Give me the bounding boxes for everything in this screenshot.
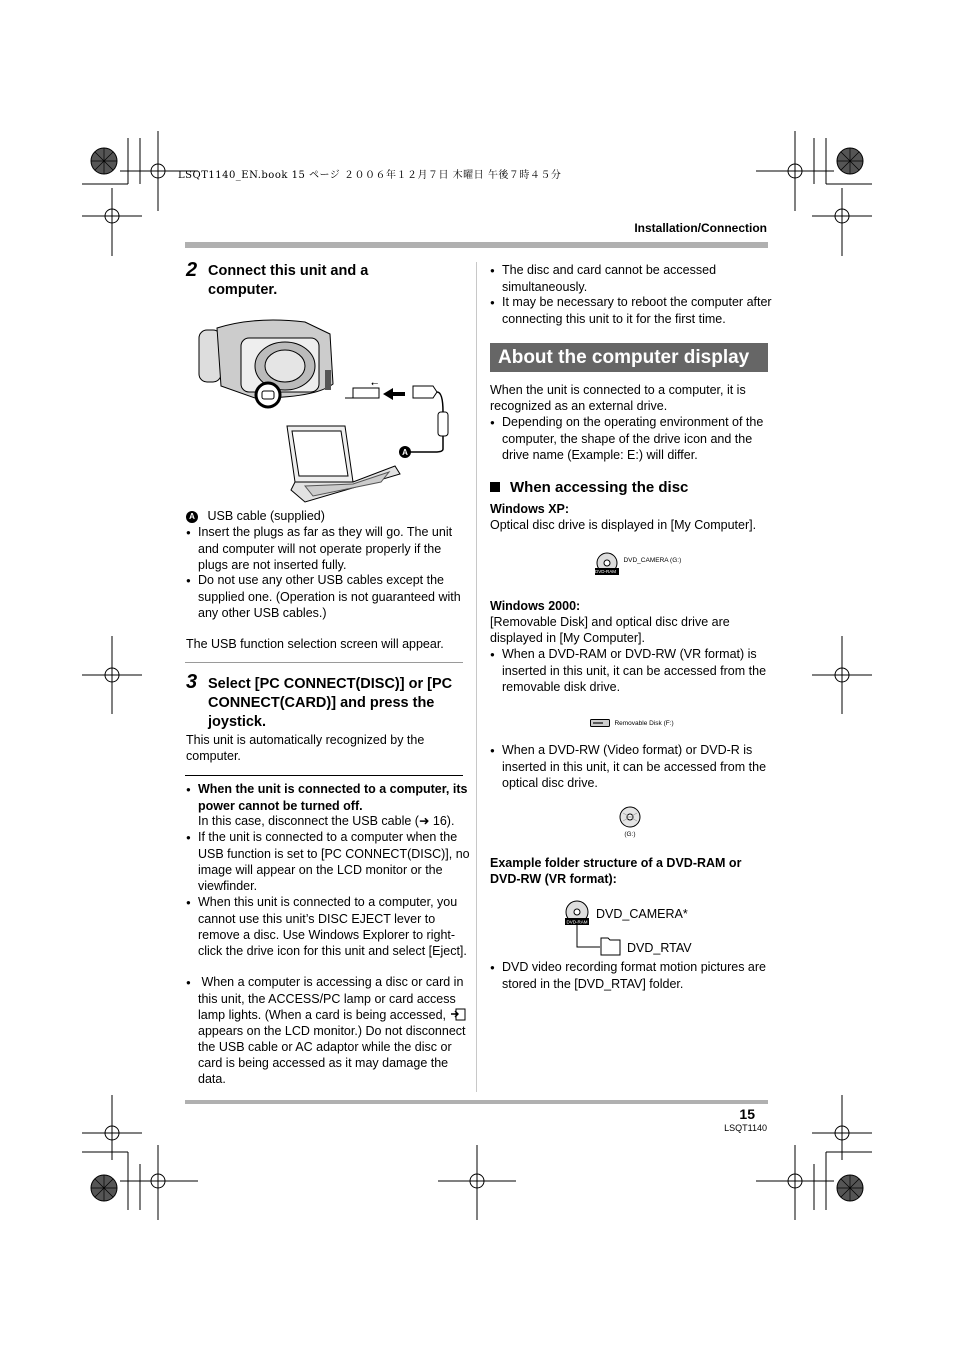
windows-xp-text: Optical disc drive is displayed in [My Computer]. (490, 518, 757, 532)
dvd-ram-badge: DVD-RAM (595, 569, 616, 574)
folder-root-badge: DVD-RAM (566, 919, 588, 925)
step-2-title: Connect this unit and a computer. (208, 263, 369, 298)
step-3-title: Select [PC CONNECT(DISC)] or [PC CONNECT(CARD)] and press the joystick. (208, 676, 453, 730)
removable-disk-icon (590, 718, 610, 728)
note-pc-connect-disc: ● If the unit is connected to a computer when the USB function is set to [PC CONNECT(DISC)], no image will appear on the LCD monitor or the viewfinder. (186, 829, 474, 894)
step-3-description: This unit is automatically recognized by the computer. (186, 733, 425, 763)
step-2-number: 2 (186, 259, 198, 281)
windows-xp-label: Windows XP: (490, 502, 570, 516)
cd-drive-icon (619, 806, 641, 828)
section-title: Installation/Connection (634, 221, 767, 235)
card-access-icon (450, 1008, 466, 1021)
note-power-off: ● When the unit is connected to a computer, its power cannot be turned off. (186, 781, 474, 814)
connection-illustration (195, 314, 465, 509)
disc-heading (490, 479, 688, 496)
disc-heading-text: When accessing the disc (510, 479, 689, 496)
note-access-lamp-text: When a computer is accessing a disc or card in this unit, the ACCESS/PC lamp or card access lamp lights. (When a card is being accessed, (198, 975, 464, 1022)
marker-a-icon: A (186, 511, 198, 523)
camcorder-illustration (199, 320, 333, 407)
note-disconnect: In this case, disconnect the USB cable (➜ 16). (198, 814, 455, 828)
dvd-camera-drive-label: DVD_CAMERA (G:) (623, 557, 682, 564)
removable-disk-item (590, 718, 674, 736)
external-drive-intro: When the unit is connected to a computer, it is recognized as an external drive. (490, 383, 746, 413)
folder-child-label: DVD_RTAV (627, 941, 692, 955)
folder-root-label: DVD_CAMERA* (596, 907, 688, 921)
note-access-lamp-text-2: appears on the LCD monitor.) Do not disconnect the USB cable or AC adaptor while the disc or card is being accessed as it may damage the data. (198, 1024, 466, 1086)
bottom-rule (185, 1100, 768, 1104)
note-access-lamp (186, 974, 474, 1087)
notes-rule (185, 775, 463, 776)
removable-disk-label: Removable Disk (F:) (614, 720, 674, 727)
bullet-dvd-rtav: ● DVD video recording format motion pictures are stored in the [DVD_RTAV] folder. (490, 959, 778, 992)
usb-caption-text: USB cable (supplied) (207, 509, 325, 523)
column-divider (476, 262, 477, 1092)
square-bullet-icon (490, 482, 500, 492)
bullet-usb-cables: ● Do not use any other USB cables except the supplied one. (Operation is not guaranteed with any other USB cables.) (186, 572, 474, 621)
laptop-illustration (287, 426, 400, 502)
note-disc-eject: ● When this unit is connected to a computer, you cannot use this unit’s DISC EJECT lever to remove a disc. Use Windows Explorer to right-click the drive icon for this unit and select [Eject]. (186, 894, 474, 959)
cd-drive-label: (G:) (624, 831, 636, 838)
file-info-line: LSQT1140_EN.book 15 ページ ２００６年１２月７日 木曜日 午後７時４５分 (178, 170, 562, 181)
top-rule (185, 242, 768, 248)
folder-icon (601, 938, 620, 955)
bullet-removable-disk: ● When a DVD-RAM or DVD-RW (VR format) is inserted in this unit, it can be accessed from the removable disk drive. (490, 646, 778, 695)
selection-screen-note: The USB function selection screen will appear. (186, 637, 444, 651)
cd-drive-item (618, 806, 642, 838)
bullet-reboot: ● It may be necessary to reboot the computer after connecting this unit to it for the first time. (490, 294, 778, 327)
folder-structure-title: Example folder structure of a DVD-RAM or DVD-RW (VR format): (490, 856, 742, 886)
document-code: LSQT1140 (724, 1123, 767, 1133)
windows-2000-text: [Removable Disk] and optical disc drive are displayed in [My Computer]. (490, 615, 730, 645)
svg-text:⭠: ⭠ (371, 379, 379, 389)
usb-caption (186, 508, 466, 524)
bullet-disc-card: ● The disc and card cannot be accessed simultaneously. (490, 262, 778, 295)
figure-callout-a: A (402, 448, 408, 457)
step-3-number: 3 (186, 671, 198, 693)
bullet-drive-icon: ● Depending on the operating environment of the computer, the shape of the drive icon and the drive name (Example: E:) will differ. (490, 414, 778, 463)
bullet-insert-plugs: ● Insert the plugs as far as they will go. The unit and computer will not operate properly if the plugs are not inserted fully. (186, 524, 474, 573)
computer-display-banner: About the computer display (490, 343, 768, 372)
windows-2000-label: Windows 2000: (490, 599, 581, 613)
divider (185, 662, 463, 663)
dvd-drive-item (595, 552, 681, 576)
bullet-optical-drive: ● When a DVD-RW (Video format) or DVD-R is inserted in this unit, it can be accessed from the optical disc drive. (490, 742, 778, 791)
page-number: 15 (739, 1106, 755, 1122)
